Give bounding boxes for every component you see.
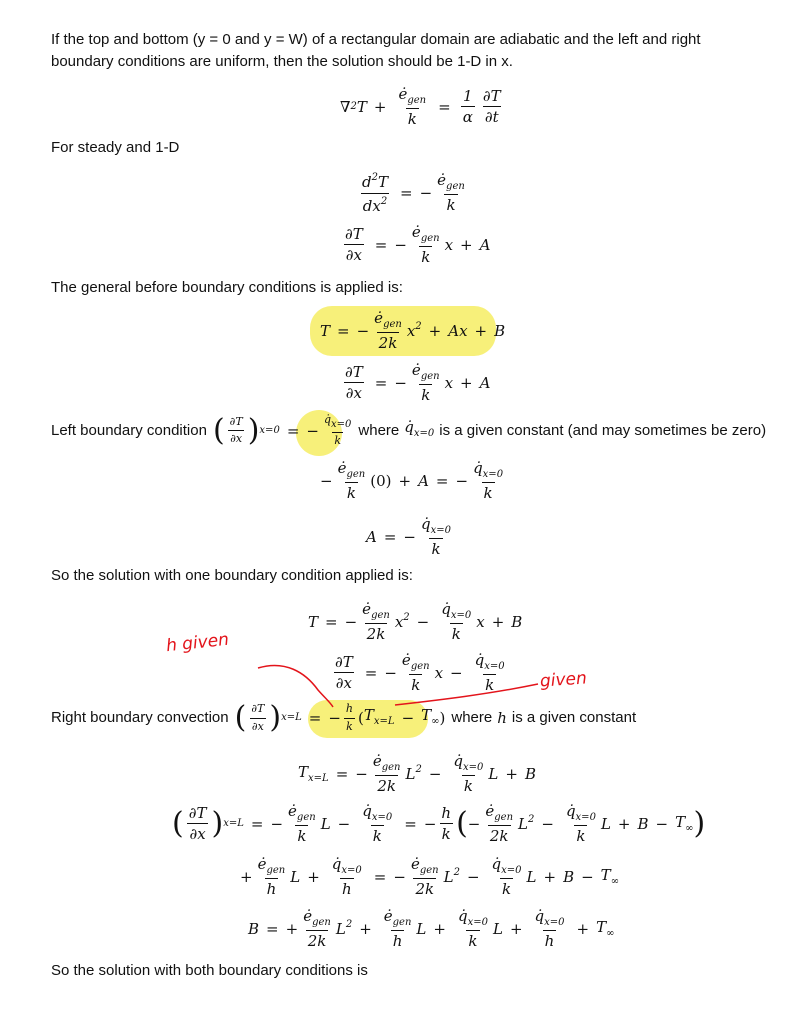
left-boundary-line: Left boundary condition ( $\frac{\partial T}{\partial x}$ ) x=0 = − $\frac{q̇x=0}{k}$ where $q̇_{x=0}$ is a given constant (and may sometimes be zero) — [51, 412, 767, 448]
annotation-given: given — [539, 668, 588, 692]
both-bc-label: So the solution with both boundary conditions is — [51, 962, 368, 979]
heat-equation: ∇ 2 T + $\frac{ė_{gen}}{k}$ = $\frac{1}{\alpha}$ $\frac{\partial T}{\partial t}$ — [340, 85, 501, 128]
right-where-label: where — [451, 709, 493, 726]
left-boundary-label: Left boundary condition — [51, 421, 207, 439]
constant-a-equation: A = − $\frac{q̇_{x=0}}{k}$ — [366, 515, 451, 558]
right-bc-substitution: ( $\frac{\partial T}{\partial x}$ ) x=L = − $\frac{ė_{gen}}{k}$ L − $\frac{q̇_{x=0}}{k}$ = − $\frac{h}{k}$ ( − $\frac{ė_{gen}}{2k}$ $L^2$ − $\frac{q̇_{x=0}}{k}$ L + B − $T_\infty$ ) — [172, 802, 706, 845]
intro-line-1: If the top and bottom (y = 0 and y = W) of a rectangular domain are adiabatic and the left and right — [51, 31, 701, 48]
general-solution-equation: T = − $\frac{ė_{gen}}{2k}$ $x^2$ + Ax + B — [320, 309, 506, 352]
temperature-at-l: $T_{x=L}$ = − $\frac{ė_{gen}}{2k}$ $L^2$ − $\frac{q̇_{x=0}}{k}$ L + B — [298, 752, 536, 795]
one-bc-label: So the solution with one boundary condition applied is: — [51, 567, 413, 584]
rearranged-equation: + $\frac{ė_{gen}}{h}$ L + $\frac{q̇_{x=0}}{h}$ = − $\frac{ė_{gen}}{2k}$ $L^2$ − $\frac{q̇_{x=0}}{k}$ L + B − $T_\infty$ — [240, 855, 620, 898]
intro-line-2: boundary conditions are uniform, then the solution should be 1-D in x. — [51, 53, 513, 70]
one-bc-solution: T = − $\frac{ė_{gen}}{2k}$ $x^2$ − $\frac{q̇_{x=0}}{k}$ x + B — [308, 600, 523, 643]
first-integral-equation: $\frac{\partial T}{\partial x}$ = − $\frac{ė_{gen}}{k}$ x + A — [345, 223, 491, 266]
left-where-tail: is a given constant (and may sometimes be zero) — [439, 421, 767, 439]
right-boundary-line: Right boundary convection ( $\frac{\partial T}{\partial x}$ ) x=L = − $\frac{h}{k}$ ( $T_{x=L}$ − $T_\infty$ ) where h is a given constant — [51, 700, 637, 735]
left-bc-derivative: ( $\frac{\partial T}{\partial x}$ ) x=0 = − $\frac{q̇x=0}{k}$ — [212, 412, 352, 448]
intro-paragraph — [51, 29, 701, 73]
left-where-label: where — [358, 421, 400, 439]
apply-left-bc-equation: − $\frac{ė_{gen}}{k}$ (0) + A = − $\frac{q̇_{x=0}}{k}$ — [320, 459, 504, 502]
right-boundary-label: Right boundary convection — [51, 709, 229, 726]
steady-label: For steady and 1-D — [51, 139, 180, 156]
second-derivative-equation: $\frac{d^2T}{dx^2}$ = − $\frac{ė_{gen}}{k}$ — [362, 171, 465, 215]
right-bc-derivative: ( $\frac{\partial T}{\partial x}$ ) x=L = − $\frac{h}{k}$ ( $T_{x=L}$ − $T_\infty$ ) — [234, 700, 446, 735]
one-bc-derivative: $\frac{\partial T}{\partial x}$ = − $\frac{ė_{gen}}{k}$ x − $\frac{q̇_{x=0}}{k}$ — [335, 651, 505, 694]
constant-b-equation: B = + $\frac{ė_{gen}}{2k}$ $L^2$ + $\frac{ė_{gen}}{h}$ L + $\frac{q̇_{x=0}}{k}$ L + $\frac{q̇_{x=0}}{h}$ + $T_\infty$ — [248, 907, 615, 950]
right-where-tail: is a given constant — [511, 709, 637, 726]
derivative-equation-repeat: $\frac{\partial T}{\partial x}$ = − $\frac{ė_{gen}}{k}$ x + A — [345, 361, 491, 404]
annotation-h-given: h given — [165, 629, 230, 657]
general-label: The general before boundary conditions is applied is: — [51, 279, 403, 296]
